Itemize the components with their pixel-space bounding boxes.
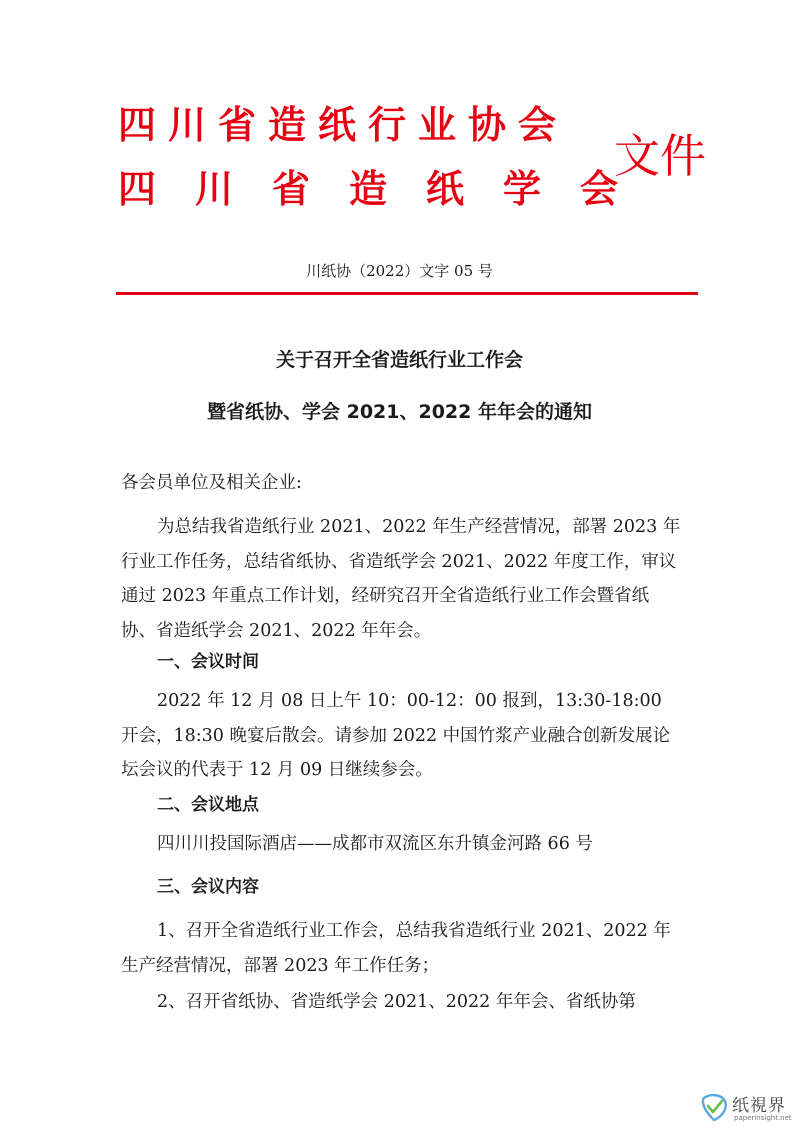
issuer-name-society: 四川省造纸学会 — [118, 167, 658, 211]
document-type-label: 文件 — [614, 129, 706, 183]
document-title-line2: 暨省纸协、学会 2021、2022 年年会的通知 — [207, 401, 592, 423]
section-text-location: 四川川投国际酒店——成都市双流区东升镇金河路 66 号 — [157, 834, 593, 854]
section-heading-location: 二、会议地点 — [157, 795, 259, 815]
letterhead — [118, 100, 658, 214]
document-number: 川纸协（2022）文字 05 号 — [306, 262, 493, 280]
section-heading-content: 三、会议内容 — [157, 877, 259, 897]
section-heading-time: 一、会议时间 — [157, 652, 259, 672]
intro-paragraph: 为总结我省造纸行业 2021、2022 年生产经营情况，部署 2023 年行业工作任务，总结省纸协、省造纸学会 2021、2022 年度工作，审议通过 2023 年重点工作计划，经研究召开全省造纸行业工作会暨省纸协、省造纸学会 2021、2022 年年会。 — [121, 517, 681, 641]
content-item-2: 2、召开省纸协、省造纸学会 2021、2022 年年会、省纸协第 — [157, 992, 636, 1012]
document-title-line1: 关于召开全省造纸行业工作会 — [275, 349, 523, 371]
red-divider — [116, 292, 698, 295]
watermark-url: paperinsight.net — [734, 1114, 792, 1122]
content-item-1: 1、召开全省造纸行业工作会，总结我省造纸行业 2021、2022 年生产经营情况，部署 2023 年工作任务； — [121, 921, 671, 976]
section-text-time: 2022 年 12 月 08 日上午 10：00-12：00 报到，13:30-18:00 开会，18:30 晚宴后散会。请参加 2022 中国竹浆产业融合创新发展论坛会议的代表于 12 月 09 日继续参会。 — [121, 691, 671, 780]
salutation: 各会员单位及相关企业: — [121, 473, 302, 493]
site-watermark — [700, 1090, 796, 1126]
watermark-name: 纸視界 — [732, 1096, 786, 1116]
paperinsight-logo-icon — [700, 1093, 728, 1121]
issuer-name-association: 四川省造纸行业协会 — [118, 103, 569, 147]
